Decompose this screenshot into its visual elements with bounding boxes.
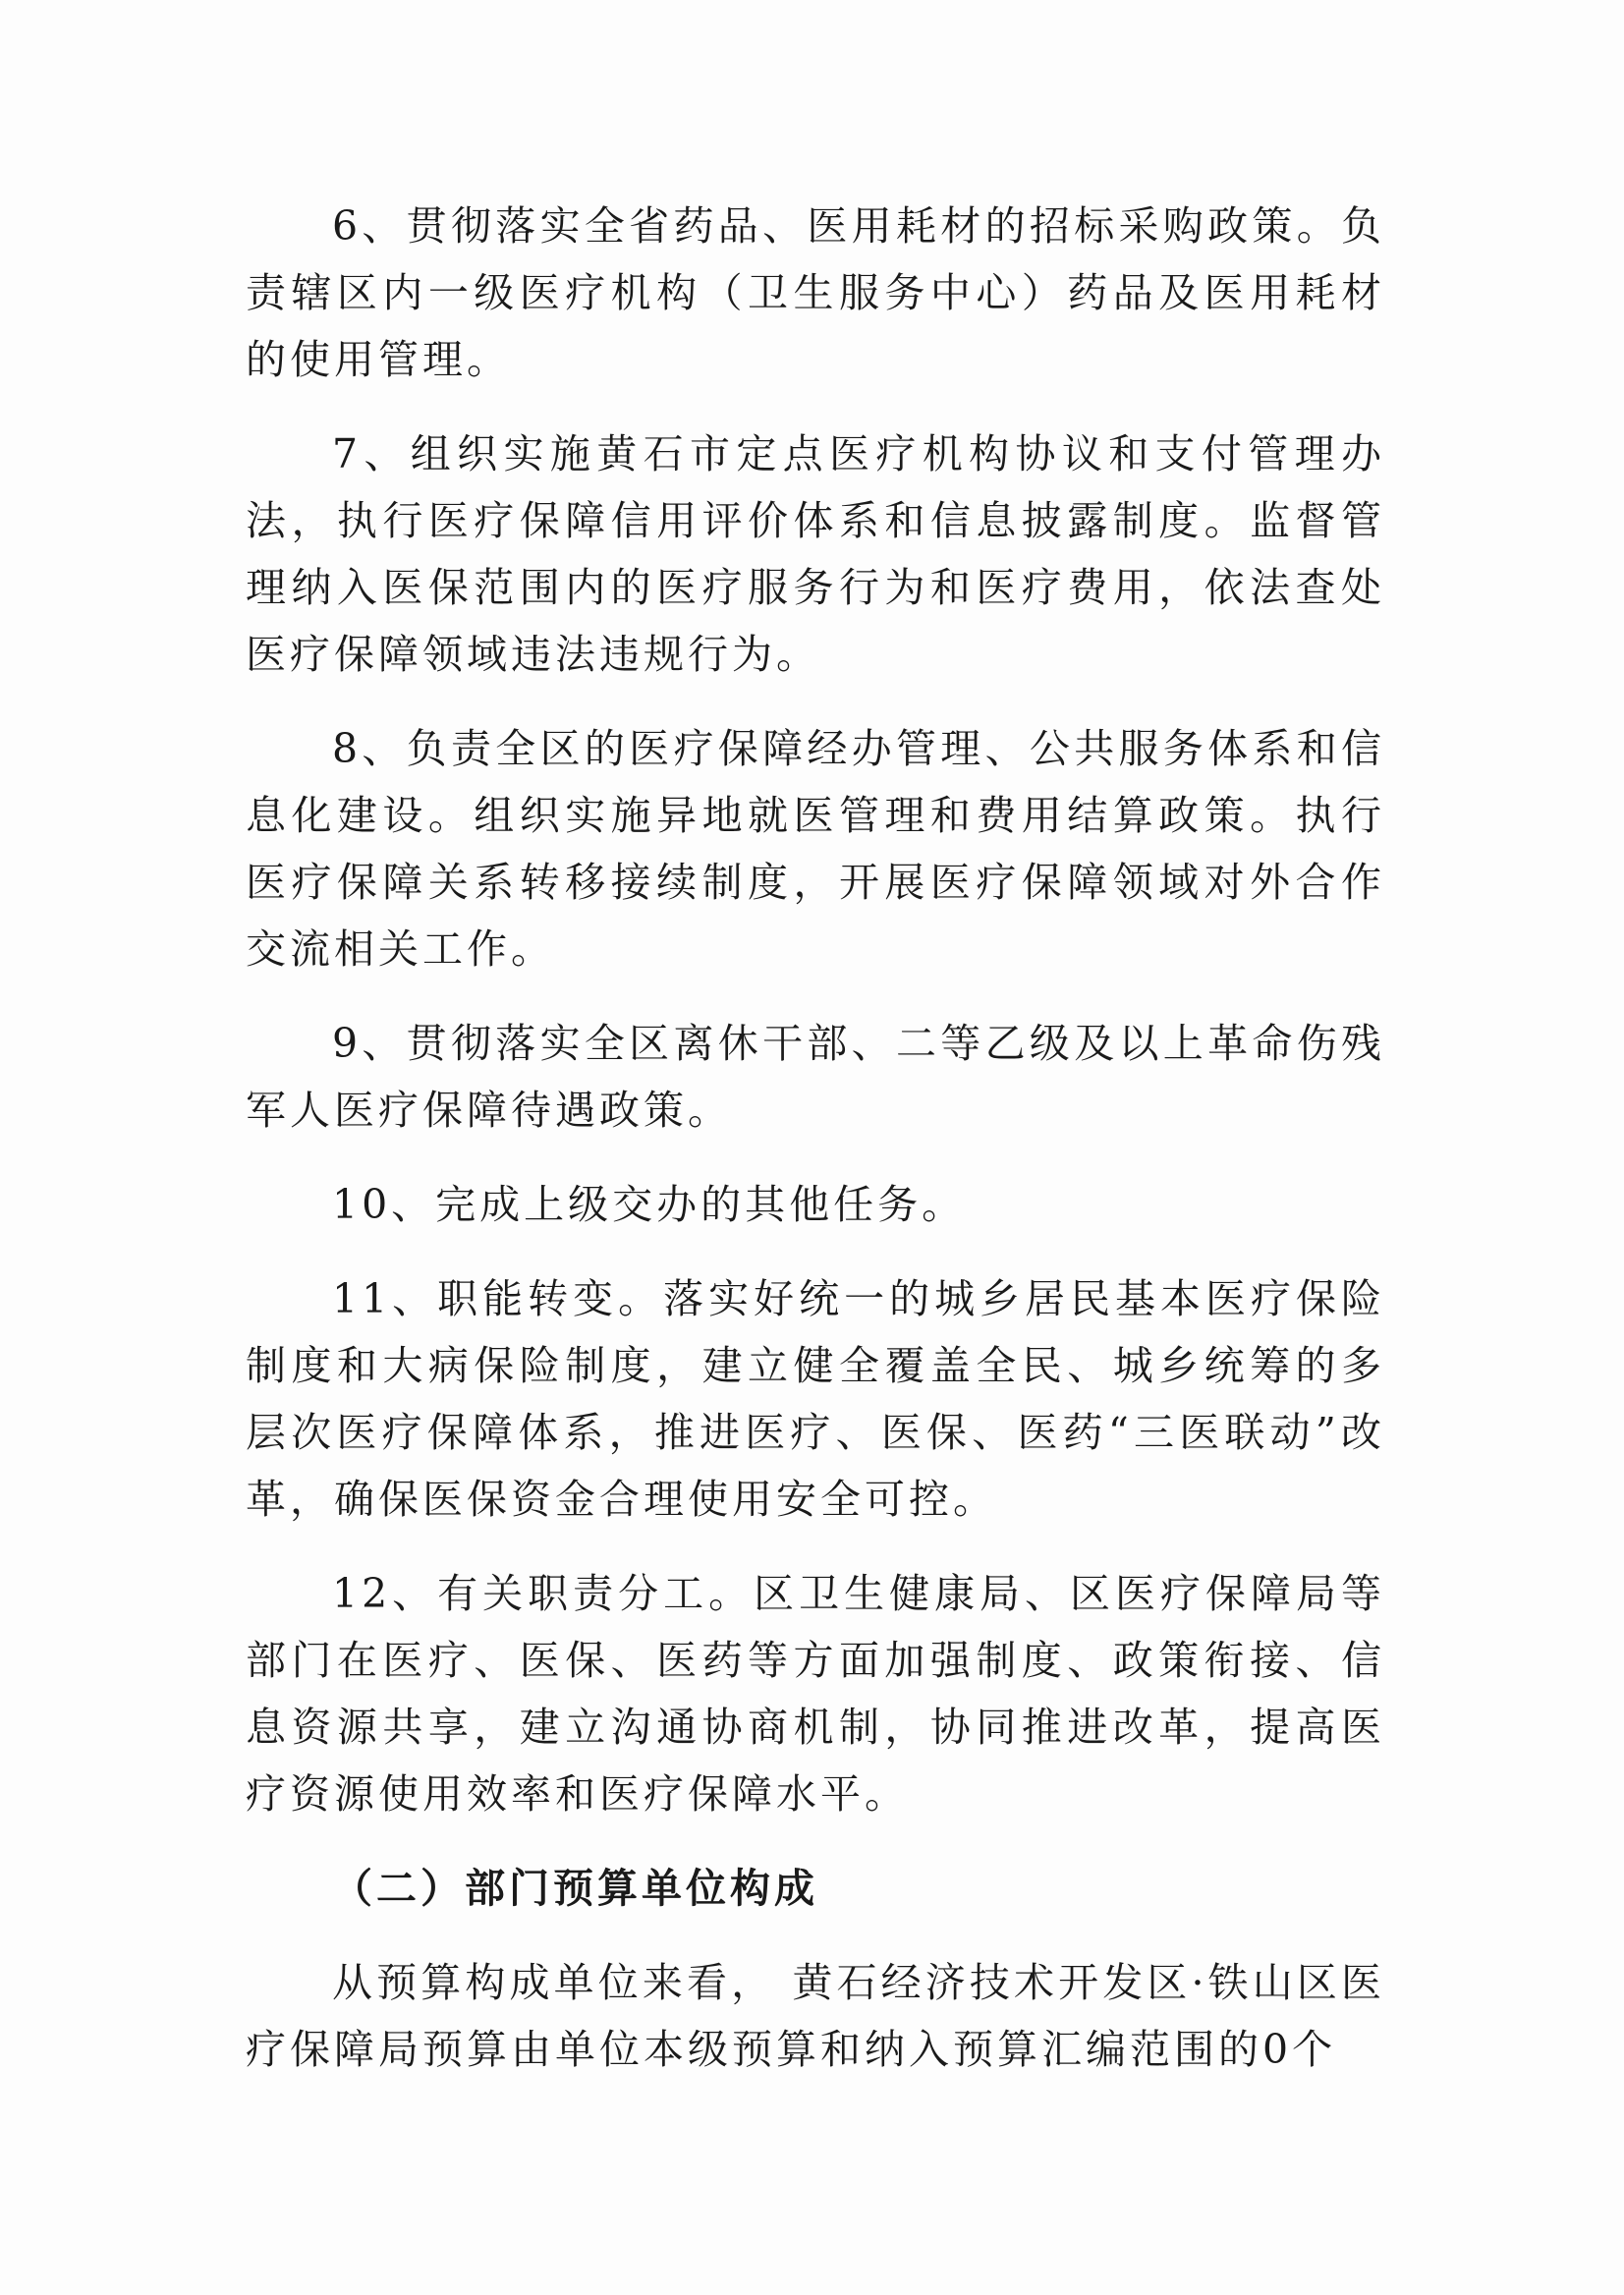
paragraph-item-9: 9、贯彻落实全区离休干部、二等乙级及以上革命伤残军人医疗保障待遇政策。 bbox=[246, 1020, 1385, 1134]
document-body bbox=[246, 193, 1385, 2083]
paragraph-item-8: 8、负责全区的医疗保障经办管理、公共服务体系和信息化建设。组织实施异地就医管理和费用结算政策。执行医疗保障关系转移接续制度，开展医疗保障领域对外合作交流相关工作。 bbox=[246, 725, 1385, 973]
paragraph-item-12: 12、有关职责分工。区卫生健康局、区医疗保障局等部门在医疗、医保、医药等方面加强制度、政策衔接、信息资源共享，建立沟通协商机制，协同推进改革，提高医疗资源使用效率和医疗保障水平。 bbox=[246, 1570, 1385, 1818]
paragraph-item-10: 10、完成上级交办的其他任务。 bbox=[332, 1181, 967, 1228]
section-heading: （二）部门预算单位构成 bbox=[332, 1865, 818, 1912]
paragraph-item-7: 7、组织实施黄石市定点医疗机构协议和支付管理办法，执行医疗保障信用评价体系和信息披露制度。监督管理纳入医保范围内的医疗服务行为和医疗费用，依法查处医疗保障领域违法违规行为。 bbox=[246, 430, 1385, 678]
paragraph-item-11: 11、职能转变。落实好统一的城乡居民基本医疗保险制度和大病保险制度，建立健全覆盖全民、城乡统筹的多层次医疗保障体系，推进医疗、医保、医药“三医联动”改革，确保医保资金合理使用安全可控。 bbox=[246, 1275, 1385, 1523]
paragraph-item-6: 6、贯彻落实全省药品、医用耗材的招标采购政策。负责辖区内一级医疗机构（卫生服务中心）药品及医用耗材的使用管理。 bbox=[246, 202, 1385, 383]
final-paragraph: 从预算构成单位来看， 黄石经济技术开发区·铁山区医疗保障局预算由单位本级预算和纳入预算汇编范围的0个 bbox=[246, 1959, 1385, 2073]
